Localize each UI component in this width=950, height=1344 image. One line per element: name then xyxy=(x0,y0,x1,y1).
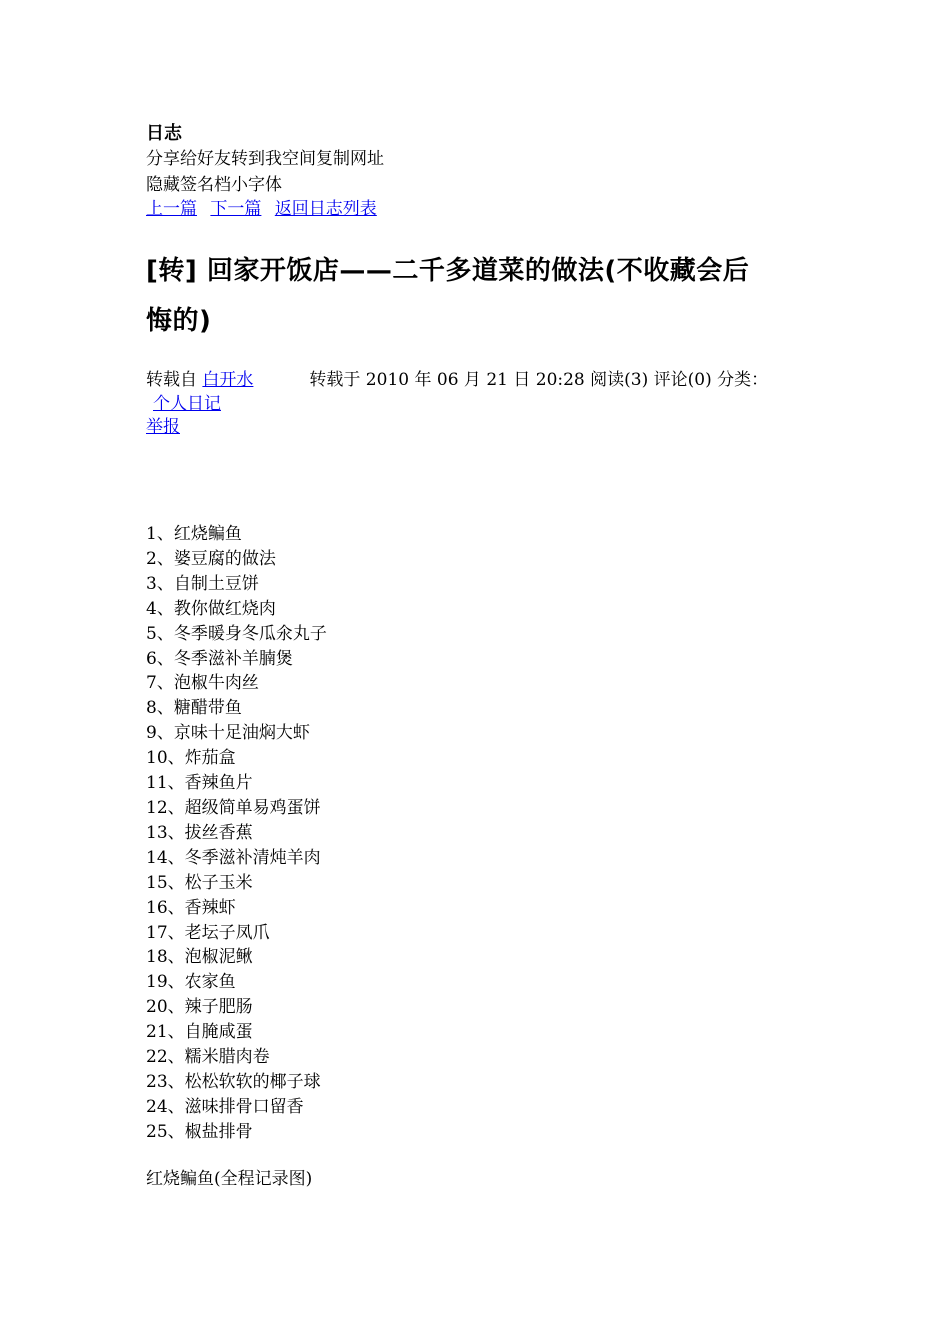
list-item-label: 冬季滋补羊腩煲 xyxy=(173,648,293,669)
list-item-label: 松子玉米 xyxy=(184,872,253,893)
list-item xyxy=(146,721,826,746)
post-navigation xyxy=(146,198,826,220)
section-title: 日志 xyxy=(146,123,182,144)
list-item-label: 糖醋带鱼 xyxy=(173,698,242,719)
list-item-label: 椒盐排骨 xyxy=(184,1121,253,1142)
category-label: 分类： xyxy=(717,370,769,390)
list-item xyxy=(146,522,826,547)
list-item-number: 3 、 xyxy=(146,574,174,594)
list-item-label: 泡椒牛肉丝 xyxy=(173,673,259,694)
list-item xyxy=(146,846,826,871)
report-row xyxy=(146,416,826,438)
list-item-number: 8 、 xyxy=(146,698,174,718)
hide-signature-button[interactable]: 隐藏签名档 xyxy=(146,175,231,195)
copy-url-button[interactable]: 复制网址 xyxy=(316,149,384,169)
list-item-label: 老坛子凤爪 xyxy=(184,922,270,943)
list-item-number: 13 、 xyxy=(146,823,185,843)
list-item-label: 糯米腊肉卷 xyxy=(184,1047,270,1068)
list-item-label: 松松软软的椰子球 xyxy=(184,1071,321,1092)
list-item xyxy=(146,597,826,622)
list-item-label: 京味十足油焖大虾 xyxy=(173,723,310,744)
list-item-number: 14 、 xyxy=(146,848,185,868)
list-item-number: 24 、 xyxy=(146,1097,185,1117)
share-to-friend-button[interactable]: 分享给好友 xyxy=(146,149,231,169)
list-item-label: 香辣鱼片 xyxy=(184,773,253,794)
list-item-label: 拔丝香蕉 xyxy=(184,822,253,843)
list-item-number: 25 、 xyxy=(146,1122,185,1142)
repost-timestamp: 转载于 2010 年 06 月 21 日 20:28 xyxy=(309,370,585,390)
list-item xyxy=(146,945,826,970)
list-item-number: 12 、 xyxy=(146,798,185,818)
small-font-button[interactable]: 小字体 xyxy=(231,175,282,195)
list-item xyxy=(146,1095,826,1120)
list-item-number: 20 、 xyxy=(146,997,185,1017)
list-item xyxy=(146,1045,826,1070)
list-item-number: 18 、 xyxy=(146,947,185,967)
list-item-label: 冬季暖身冬瓜氽丸子 xyxy=(173,623,327,644)
list-item xyxy=(146,572,826,597)
list-item-label: 超级简单易鸡蛋饼 xyxy=(184,797,321,818)
list-item xyxy=(146,771,826,796)
list-item xyxy=(146,547,826,572)
list-item xyxy=(146,995,826,1020)
list-item-number: 4 、 xyxy=(146,599,174,619)
post-title-line-1: [转] 回家开饭店——二千多道菜的做法(不收藏会后 xyxy=(146,256,750,286)
list-item xyxy=(146,1120,826,1145)
list-item-number: 2 、 xyxy=(146,549,174,569)
share-toolbar xyxy=(146,146,826,172)
list-item xyxy=(146,647,826,672)
list-item-number: 21 、 xyxy=(146,1022,185,1042)
post-title-line-2: 悔的) xyxy=(146,306,212,336)
list-item-number: 5 、 xyxy=(146,624,174,644)
list-item-number: 9 、 xyxy=(146,723,174,743)
list-item-label: 农家鱼 xyxy=(184,972,236,993)
list-item-label: 自制土豆饼 xyxy=(173,573,259,594)
list-item-number: 19 、 xyxy=(146,972,185,992)
report-link[interactable]: 举报 xyxy=(146,417,180,437)
list-item-label: 滋味排骨口留香 xyxy=(184,1096,304,1117)
list-item-number: 15 、 xyxy=(146,873,185,893)
list-item-label: 辣子肥肠 xyxy=(184,997,253,1018)
comment-count: 评论(0) xyxy=(653,370,712,390)
read-count: 阅读(3) xyxy=(590,370,649,390)
list-item-label: 自腌咸蛋 xyxy=(184,1022,253,1043)
post-meta xyxy=(146,368,826,416)
list-item-label: 香辣虾 xyxy=(184,897,236,918)
blog-page xyxy=(146,120,826,1191)
list-item xyxy=(146,896,826,921)
list-item-label: 红烧鳊鱼 xyxy=(173,524,242,544)
list-item-number: 22 、 xyxy=(146,1047,185,1067)
list-item-number: 1 、 xyxy=(146,524,174,544)
list-item-number: 6 、 xyxy=(146,649,174,669)
list-item xyxy=(146,796,826,821)
list-item xyxy=(146,671,826,696)
post-title xyxy=(146,246,826,346)
display-toolbar xyxy=(146,172,826,198)
next-post-link[interactable]: 下一篇 xyxy=(210,199,262,219)
list-item-label: 教你做红烧肉 xyxy=(173,598,276,619)
list-item xyxy=(146,1020,826,1045)
list-item xyxy=(146,970,826,995)
list-item-label: 泡椒泥鳅 xyxy=(184,947,253,968)
list-item-label: 炸茄盒 xyxy=(184,748,236,769)
list-item-number: 11 、 xyxy=(146,773,185,793)
forward-to-my-space-button[interactable]: 转到我空间 xyxy=(231,149,316,169)
list-item-label: 婆豆腐的做法 xyxy=(173,548,276,569)
source-label: 转载自 xyxy=(146,370,197,390)
image-caption: 红烧鳊鱼(全程记录图) xyxy=(146,1168,313,1189)
list-item xyxy=(146,622,826,647)
list-item-number: 16 、 xyxy=(146,898,185,918)
list-item xyxy=(146,746,826,771)
back-to-list-link[interactable]: 返回日志列表 xyxy=(274,199,377,219)
list-item xyxy=(146,696,826,721)
list-item-number: 7 、 xyxy=(146,673,174,693)
list-item-number: 17 、 xyxy=(146,923,185,943)
prev-post-link[interactable]: 上一篇 xyxy=(146,199,197,219)
list-item xyxy=(146,1070,826,1095)
list-item xyxy=(146,821,826,846)
list-item-label: 冬季滋补清炖羊肉 xyxy=(184,847,321,868)
list-item-number: 23 、 xyxy=(146,1072,185,1092)
dish-list xyxy=(146,522,826,1145)
list-item-number: 10 、 xyxy=(146,748,185,768)
category-link[interactable]: 个人日记 xyxy=(153,394,221,414)
list-item xyxy=(146,921,826,946)
list-item xyxy=(146,871,826,896)
source-author-link[interactable]: 白开水 xyxy=(202,370,254,390)
